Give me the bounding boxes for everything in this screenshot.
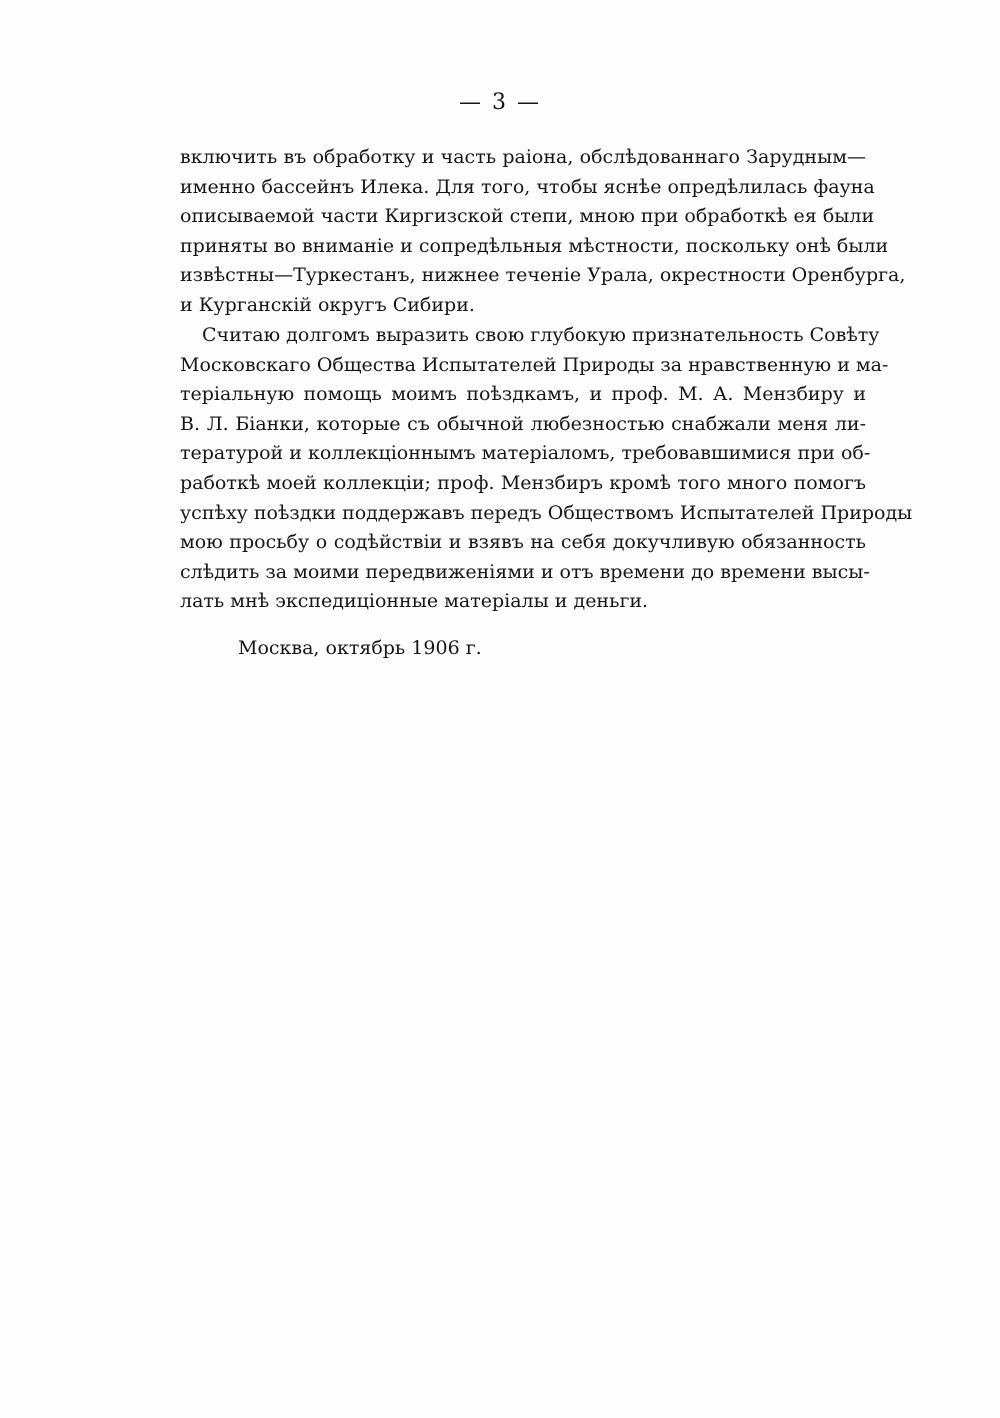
paragraph-line: приняты во вниманіе и сопредѣльныя мѣстности, поскольку онѣ были: [180, 234, 889, 257]
paragraph-line: В. Л. Біанки, которые съ обычной любезностью снабжали меня ли-: [180, 412, 866, 435]
paragraph-line: именно бассейнъ Илека. Для того, чтобы яснѣе опредѣлилась фауна: [180, 175, 875, 198]
paragraph-line: Московскаго Общества Испытателей Природы за нравственную и ма-: [180, 353, 889, 376]
paragraph-line: мою просьбу о содѣйствіи и взявъ на себя докучливую обязанность: [180, 531, 866, 554]
paragraph-line: лать мнѣ экспедиціонные матеріалы и деньги.: [180, 590, 649, 613]
paragraph-2: [180, 321, 913, 617]
place-and-date: Москва, октябрь 1906 г.: [238, 637, 482, 659]
paragraph-line: успѣху поѣздки поддержавъ передъ Обществомъ Испытателей Природы: [180, 501, 913, 524]
paragraph-line: описываемой части Киргизской степи, мною при обработкѣ ея были: [180, 205, 875, 228]
paragraph-line: извѣстны—Туркестанъ, нижнее теченіе Урала, окрестности Оренбурга,: [180, 264, 906, 287]
paragraph-1: [180, 143, 906, 321]
page-number: — 3 —: [459, 90, 541, 115]
paragraph-line: работкѣ моей коллекціи; проф. Мензбиръ кромѣ того много помогъ: [180, 471, 866, 494]
paragraph-line: и Курганскій округъ Сибири.: [180, 293, 475, 316]
paragraph-line: слѣдить за моими передвиженіями и отъ времени до времени высы-: [180, 560, 870, 583]
paragraph-line: включить въ обработку и часть раіона, обслѣдованнаго Зарудным—: [180, 146, 866, 168]
paragraph-line: тературой и коллекціоннымъ матеріаломъ, требовавшимися при об-: [180, 442, 871, 465]
paragraph-line: Считаю долгомъ выразить свою глубокую признательность Совѣту: [202, 324, 880, 346]
paragraph-line: теріальную помощь моимъ поѣздкамъ, и проф. М. А. Мензбиру и: [180, 383, 866, 406]
